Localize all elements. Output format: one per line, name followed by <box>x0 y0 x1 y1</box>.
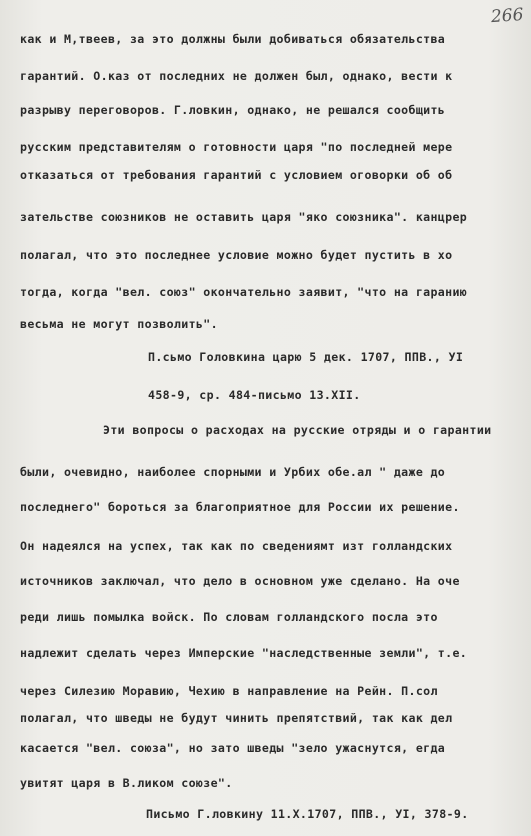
text-line: полагал, что это последнее условие можно будет пустить в хо <box>20 248 453 262</box>
text-line: Эти вопросы о расходах на русские отряды и о гарантии <box>103 423 492 437</box>
text-line: зательстве союзников не оставить царя "яко союзника". канцрер <box>20 210 468 224</box>
text-line: реди лишь помылка войск. По словам голландского посла это <box>20 610 438 624</box>
text-line: были, очевидно, наиболее спорными и Урбих обе.ал " даже до <box>20 465 446 479</box>
text-line: как и М,твеев, за это должны были добиваться обязательства <box>20 32 446 46</box>
page-number: 266 <box>489 4 524 28</box>
text-line: Он надеялся на успех, так как по сведениямт изт голландских <box>20 539 453 553</box>
text-line: весьма не могут позволить". <box>20 317 218 331</box>
text-line: гарантий. О.каз от последних не должен был, однако, вести к <box>20 69 453 83</box>
text-line: через Силезию Моравию, Чехию в направление на Рейн. П.сол <box>20 684 438 698</box>
text-line: полагал, что шведы не будут чинить препятствий, так как дел <box>20 711 453 725</box>
text-line: надлежит сделать через Имперские "наследственные земли", т.е. <box>20 646 468 660</box>
text-line: касается "вел. союза", но зато шведы "зело ужаснутся, егда <box>20 741 446 755</box>
citation-line: П.сьмо Головкина царю 5 дек. 1707, ППВ., УI <box>148 350 464 364</box>
text-line: тогда, когда "вел. союз" окончательно заявит, "что на гаранию <box>20 285 468 299</box>
text-line: последнего" бороться за благоприятное для России их решение. <box>20 500 460 514</box>
text-line: увитят царя в В.ликом союзе". <box>20 776 233 790</box>
text-line: разрыву переговоров. Г.ловкин, однако, не решался сообщить <box>20 103 446 117</box>
text-line: источников заключал, что дело в основном уже сделано. На оче <box>20 574 460 588</box>
citation-line: Письмо Г.ловкину 11.Х.1707, ППВ., УI, 378-9. <box>146 807 469 821</box>
text-line: отказаться от требования гарантий с условием оговорки об об <box>20 168 453 182</box>
citation-line: 458-9, ср. 484-письмо 13.XII. <box>148 388 361 402</box>
text-line: русским представителям о готовности царя "по последней мере <box>20 140 453 154</box>
